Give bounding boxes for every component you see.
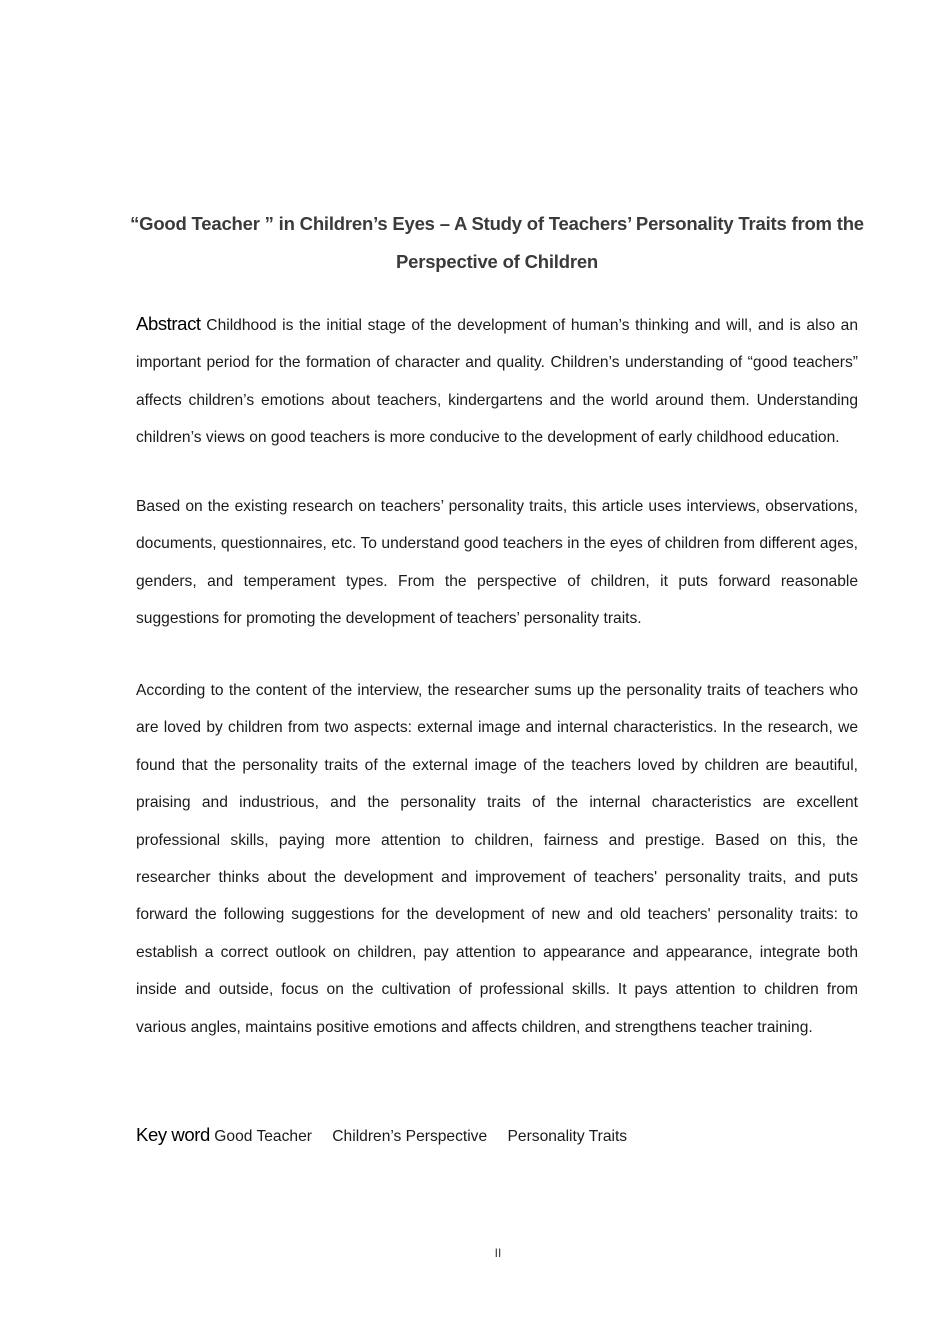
paper-title: “Good Teacher ” in Children’s Eyes – A Study of Teachers’ Personality Traits from the Perspective of Children [130,213,864,272]
keyword-item: Good Teacher [214,1128,312,1145]
abstract-label: Abstract [136,313,201,334]
abstract-paragraph-2: Based on the existing research on teachers’ personality traits, this article uses interviews, observations, documents, questionnaires, etc. To understand good teachers in the eyes of children from different ages, genders, and temperament types. From the perspective of children, it puts forward reasonable suggestions for promoting the development of teachers’ personality traits. [136,498,858,628]
abstract-text-1: Childhood is the initial stage of the development of human’s thinking and will, and is also an important period for the formation of character and quality. Children’s understanding of “good teachers” affects children’s emotions about teachers, kindergartens and the world around them. Understanding children’s views on good teachers is more conducive to the development of early childhood education. [136,317,858,447]
page-number: II [494,1246,502,1260]
keywords-line [136,1116,858,1155]
keywords-label: Key word [136,1124,210,1145]
keyword-item: Children’s Perspective [332,1128,488,1145]
keyword-item: Personality Traits [507,1128,628,1145]
abstract-paragraph-3: According to the content of the interview, the researcher sums up the personality traits of teachers who are loved by children from two aspects: external image and internal characteristics. In the research, we found that the personality traits of the external image of the teachers loved by children are beautiful, praising and industrious, and the personality traits of the internal characteristics are excellent professional skills, paying more attention to children, fairness and prestige. Based on this, the researcher thinks about the development and improvement of teachers' personality traits, and puts forward the following suggestions for the development of new and old teachers' personality traits: to establish a correct outlook on children, pay attention to appearance and appearance, integrate both inside and outside, focus on the cultivation of professional skills. It pays attention to children from various angles, maintains positive emotions and affects children, and strengthens teacher training. [136,682,858,1036]
abstract-paragraph-1 [136,305,858,457]
